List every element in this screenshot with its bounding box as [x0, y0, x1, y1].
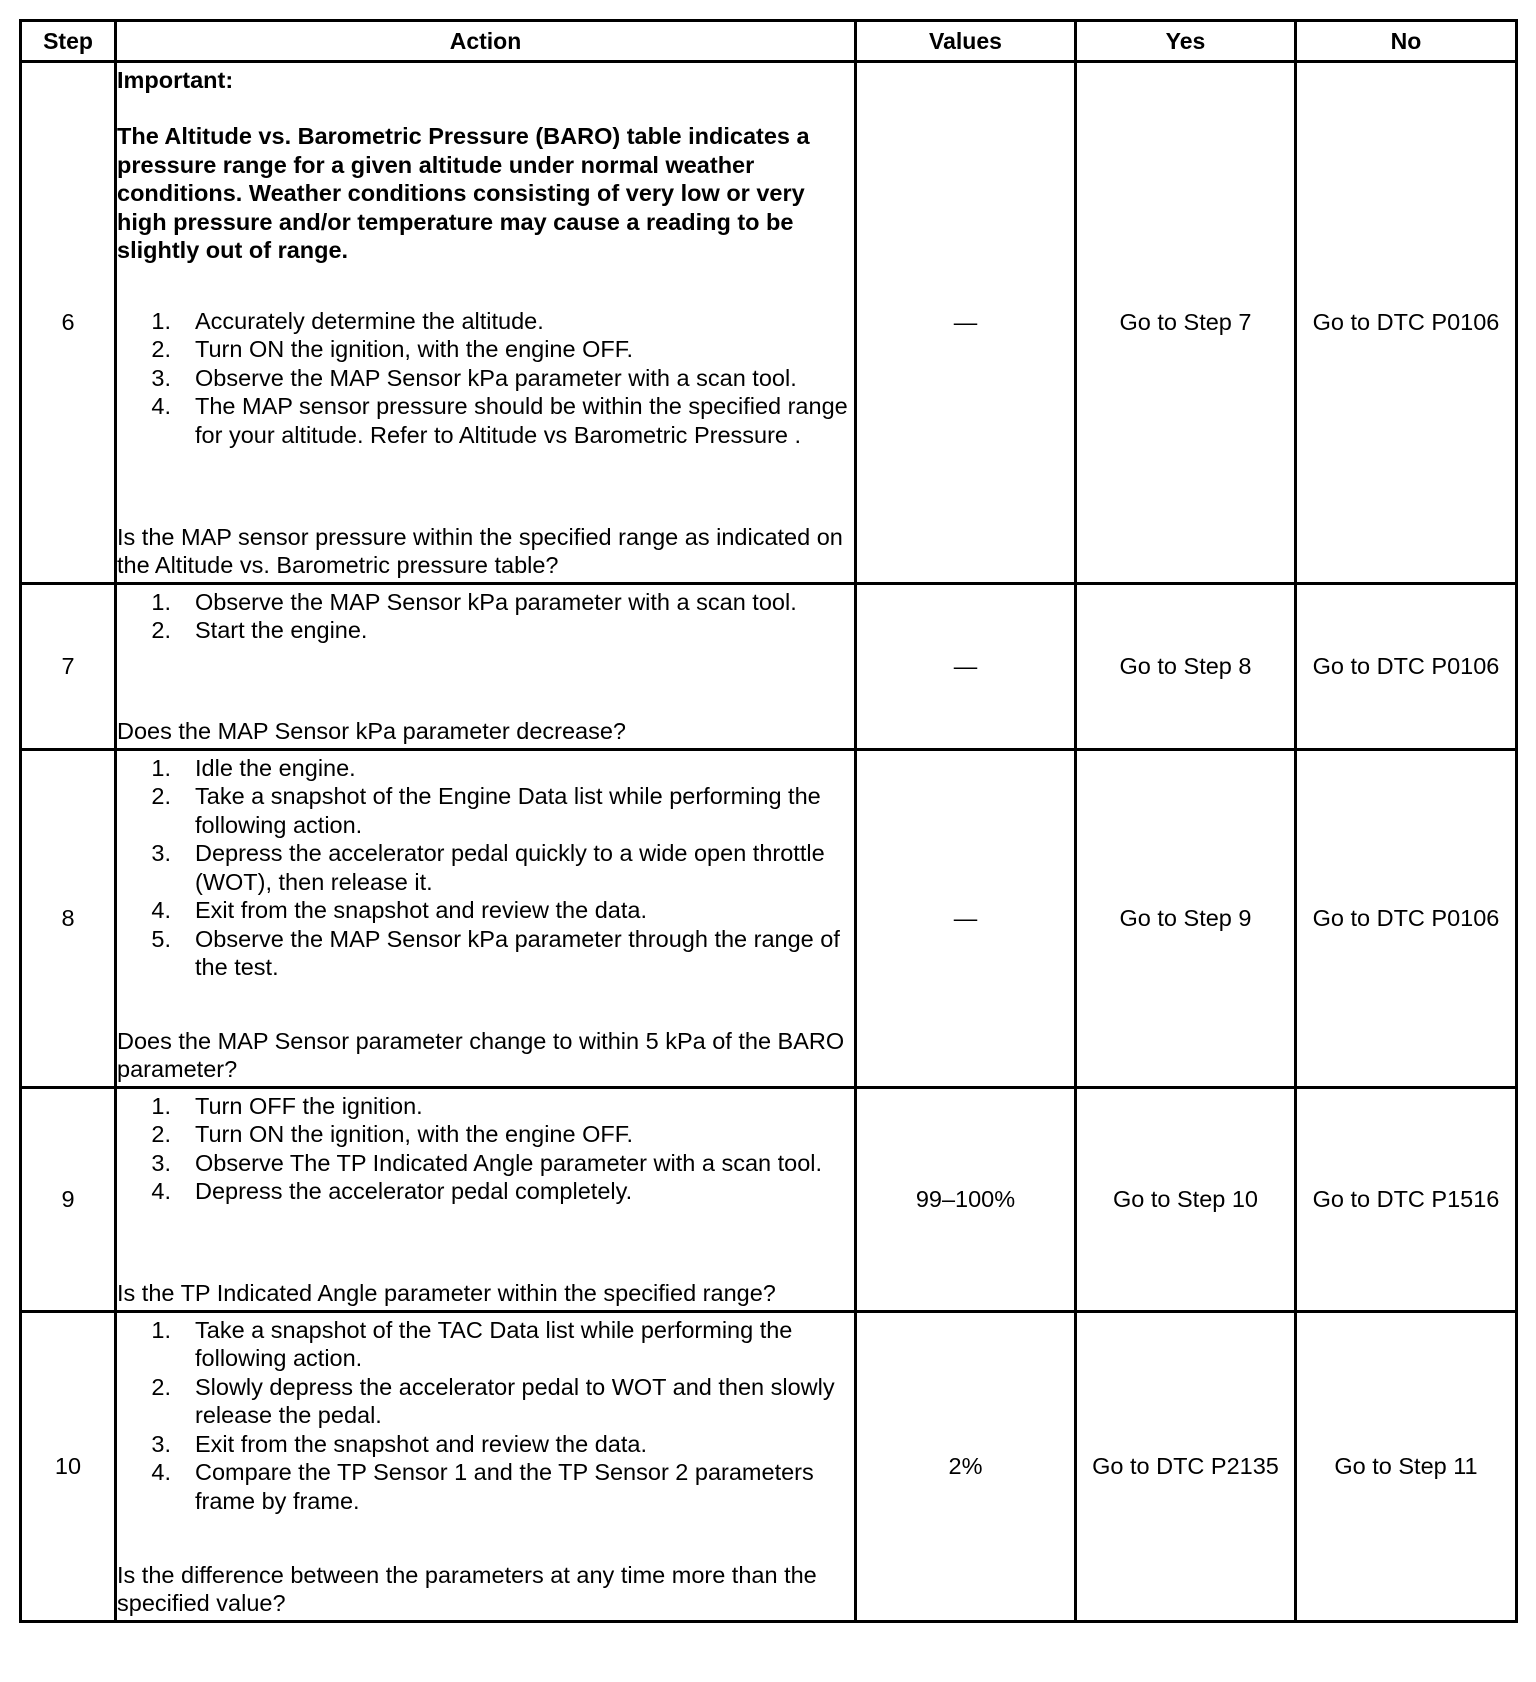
- step-number: 7: [21, 584, 116, 750]
- list-item: 5. Observe the MAP Sensor kPa parameter through the range of the test.: [151, 925, 840, 980]
- list-item: 3. Depress the accelerator pedal quickly to a wide open throttle (WOT), then release it.: [151, 840, 825, 895]
- no-link[interactable]: Go to DTC P0106: [1296, 62, 1517, 584]
- value-cell: 2%: [856, 1312, 1076, 1622]
- header-action: Action: [116, 21, 856, 62]
- list-item: 2. Take a snapshot of the Engine Data list while performing the following action.: [151, 783, 821, 838]
- action-cell: [116, 1088, 856, 1312]
- important-text: The Altitude vs. Barometric Pressure (BARO) table indicates a pressure range for a given altitude under normal weather conditions. Weather conditions consisting of very low or very high pressure and/or temperature may cause a reading to be slightly out of range.: [117, 123, 810, 263]
- question-text: Does the MAP Sensor parameter change to within 5 kPa of the BARO parameter?: [117, 1027, 845, 1082]
- question-text: Does the MAP Sensor kPa parameter decrease?: [117, 718, 627, 744]
- action-cell: [116, 62, 856, 584]
- value-cell: —: [856, 584, 1076, 750]
- table-row: [21, 584, 1517, 750]
- table-row: [21, 1312, 1517, 1622]
- list-item: 1. Idle the engine.: [151, 754, 356, 781]
- header-row: [21, 21, 1517, 62]
- list-item: 2. Turn ON the ignition, with the engine OFF.: [151, 336, 634, 362]
- question-text: Is the MAP sensor pressure within the specified range as indicated on the Altitude vs. Barometric pressure table?: [117, 523, 843, 578]
- yes-link[interactable]: Go to Step 8: [1076, 584, 1296, 750]
- important-note: [117, 66, 854, 265]
- no-link[interactable]: Go to DTC P0106: [1296, 750, 1517, 1088]
- list-item: 4. Depress the accelerator pedal completely.: [151, 1178, 633, 1204]
- action-cell: [116, 584, 856, 750]
- list-item: 3. Observe the MAP Sensor kPa parameter with a scan tool.: [151, 364, 797, 391]
- table-row: [21, 1088, 1517, 1312]
- list-item: 4. The MAP sensor pressure should be within the specified range for your altitude. Refer to Altitude vs Barometric Pressure .: [151, 393, 848, 448]
- value-cell: 99–100%: [856, 1088, 1076, 1312]
- action-list: [117, 1316, 854, 1516]
- action-list: [117, 754, 854, 982]
- diagnostic-table: [19, 19, 1518, 1623]
- value-cell: —: [856, 750, 1076, 1088]
- important-title: Important:: [117, 66, 234, 93]
- action-list: [117, 1092, 854, 1206]
- list-item: 4. Compare the TP Sensor 1 and the TP Sensor 2 parameters frame by frame.: [151, 1459, 814, 1514]
- action-list: [117, 588, 854, 645]
- list-item: 2. Turn ON the ignition, with the engine OFF.: [151, 1121, 634, 1147]
- list-item: 1. Observe the MAP Sensor kPa parameter with a scan tool.: [151, 588, 797, 615]
- no-link[interactable]: Go to DTC P0106: [1296, 584, 1517, 750]
- no-link[interactable]: Go to DTC P1516: [1296, 1088, 1517, 1312]
- value-cell: —: [856, 62, 1076, 584]
- question-text: Is the difference between the parameters at any time more than the specified value?: [117, 1561, 817, 1616]
- list-item: 3. Observe The TP Indicated Angle parameter with a scan tool.: [151, 1149, 823, 1176]
- step-number: 6: [21, 62, 116, 584]
- list-item: 1. Turn OFF the ignition.: [151, 1092, 423, 1119]
- header-no: No: [1296, 21, 1517, 62]
- step-number: 8: [21, 750, 116, 1088]
- action-cell: [116, 1312, 856, 1622]
- list-item: 2. Slowly depress the accelerator pedal to WOT and then slowly release the pedal.: [151, 1373, 835, 1428]
- list-item: 3. Exit from the snapshot and review the data.: [151, 1430, 647, 1457]
- no-link[interactable]: Go to Step 11: [1296, 1312, 1517, 1622]
- table-row: [21, 62, 1517, 584]
- step-number: 10: [21, 1312, 116, 1622]
- header-values: Values: [856, 21, 1076, 62]
- list-item: 4. Exit from the snapshot and review the data.: [151, 897, 647, 923]
- yes-link[interactable]: Go to Step 9: [1076, 750, 1296, 1088]
- list-item: 1. Take a snapshot of the TAC Data list while performing the following action.: [151, 1316, 793, 1371]
- list-item: 1. Accurately determine the altitude.: [151, 307, 544, 334]
- yes-link[interactable]: Go to Step 10: [1076, 1088, 1296, 1312]
- header-step: Step: [21, 21, 116, 62]
- yes-link[interactable]: Go to DTC P2135: [1076, 1312, 1296, 1622]
- step-number: 9: [21, 1088, 116, 1312]
- yes-link[interactable]: Go to Step 7: [1076, 62, 1296, 584]
- action-list: [117, 307, 854, 450]
- action-cell: [116, 750, 856, 1088]
- question-text: Is the TP Indicated Angle parameter within the specified range?: [117, 1280, 776, 1306]
- header-yes: Yes: [1076, 21, 1296, 62]
- list-item: 2. Start the engine.: [151, 617, 368, 643]
- table-row: [21, 750, 1517, 1088]
